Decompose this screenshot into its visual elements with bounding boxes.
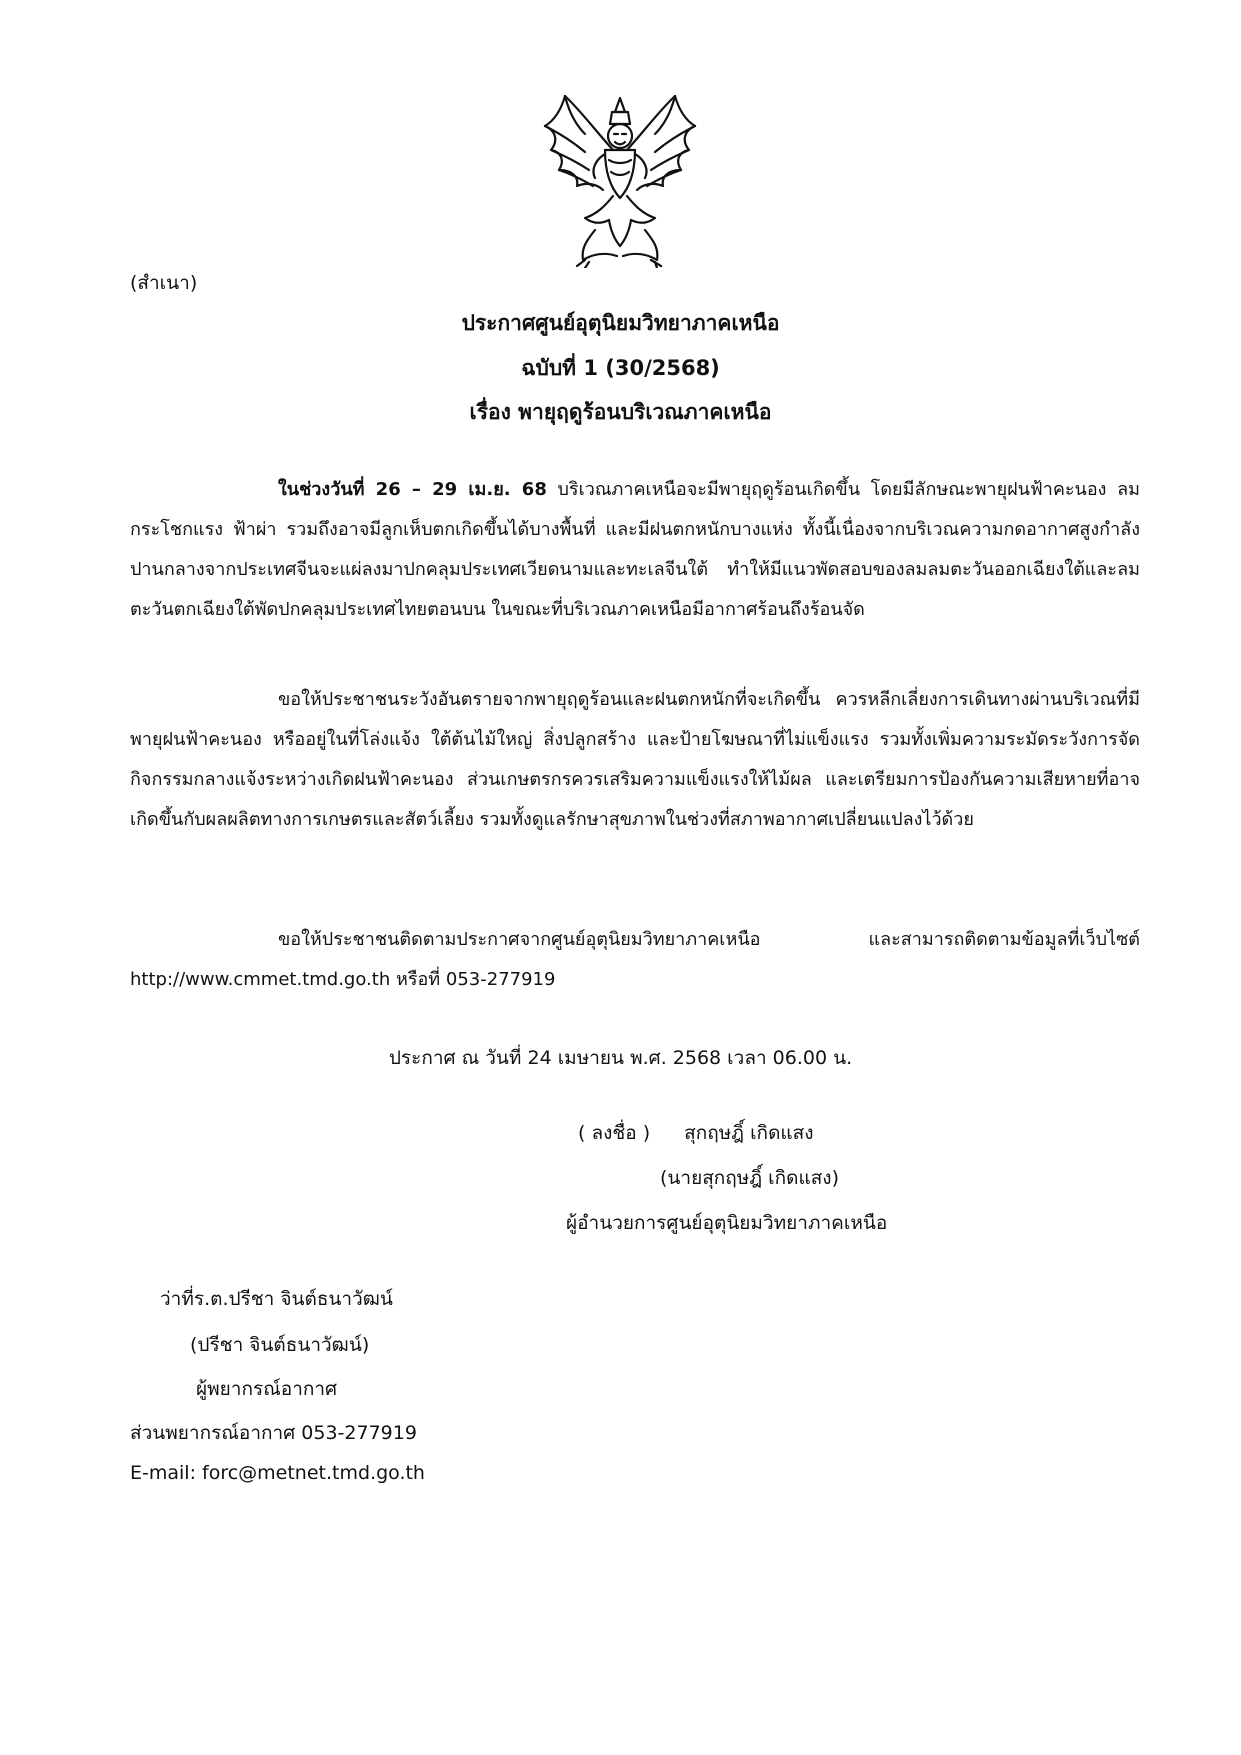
contact-email: E-mail: forc@metnet.tmd.go.th [130,1462,425,1484]
signatory-position: ผู้อำนวยการศูนย์อุตุนิยมวิทยาภาคเหนือ [566,1212,888,1234]
paragraph-follow-up: ขอให้ประชาชนติดตามประกาศจากศูนย์อุตุนิยมวิทยาภาคเหนือ และสามารถติดตามข้อมูลที่เว็บไซต์ http://www.cmmet.tmd.go.th หรือที่ 053-277919 [130,929,1140,990]
issue-number: ฉบับที่ 1 (30/2568) [521,356,720,380]
copy-mark: (สำเนา) [130,272,198,294]
signature-line [578,1118,814,1148]
document-subject: เรื่อง พายุฤดูร้อนบริเวณภาคเหนือ [469,400,772,424]
paragraph-forecast [130,470,1140,630]
signed-name: สุกฤษฎิ์ เกิดแสง [684,1122,814,1144]
signatory-printed-name: (นายสุกฤษฎิ์ เกิดแสง) [660,1167,839,1189]
forecast-division-phone: ส่วนพยากรณ์อากาศ 053-277919 [130,1422,417,1444]
forecaster-printed-name: (ปรีชา จินต์ธนาวัฒน์) [190,1334,370,1356]
announcement-date: ประกาศ ณ วันที่ 24 เมษายน พ.ศ. 2568 เวลา 06.00 น. [388,1047,853,1069]
forecast-details: บริเวณภาคเหนือจะมีพายุฤดูร้อนเกิดขึ้น โดยมีลักษณะพายุฝนฟ้าคะนอง ลมกระโชกแรง ฟ้าผ่า รวมถึงอาจมีลูกเห็บตกเกิดขึ้นได้บางพื้นที่ และมีฝนตกหนักบางแห่ง ทั้งนี้เนื่องจากบริเวณความกดอากาศสูงกำลังปานกลางจากประเทศจีนจะแผ่ลงมาปกคลุมประเทศเวียดนามและทะเลจีนใต้ ทำให้มีแนวพัดสอบของลมลมตะวันออกเฉียงใต้และลมตะวันตกเฉียงใต้พัดปกคลุมประเทศไทยตอนบน ในขณะที่บริเวณภาคเหนือมีอากาศร้อนถึงร้อนจัด [130,479,1140,620]
paragraph-warning: ขอให้ประชาชนระวังอันตรายจากพายุฤดูร้อนและฝนตกหนักที่จะเกิดขึ้น ควรหลีกเลี่ยงการเดินทางผ่านบริเวณที่มีพายุฝนฟ้าคะนอง หรืออยู่ในที่โล่งแจ้ง ใต้ต้นไม้ใหญ่ สิ่งปลูกสร้าง และป้ายโฆษณาที่ไม่แข็งแรง รวมทั้งเพิ่มความระมัดระวังการจัดกิจกรรมกลางแจ้งระหว่างเกิดฝนฟ้าคะนอง ส่วนเกษตรกรควรเสริมความแข็งแรงให้ไม้ผล และเตรียมการป้องกันความเสียหายที่อาจเกิดขึ้นกับผลผลิตทางการเกษตรและสัตว์เลี้ยง รวมทั้งดูแลรักษาสุขภาพในช่วงที่สภาพอากาศเปลี่ยนแปลงไว้ด้วย [130,689,1140,830]
signed-label: ( ลงชื่อ ) [578,1122,651,1144]
forecast-period: ในช่วงวันที่ 26 – 29 เม.ย. 68 [278,479,547,500]
forecaster-name: ว่าที่ร.ต.ปรีชา จินต์ธนาวัฒน์ [160,1288,393,1310]
garuda-emblem-icon [525,90,715,268]
document-title: ประกาศศูนย์อุตุนิยมวิทยาภาคเหนือ [461,311,780,335]
forecaster-role: ผู้พยากรณ์อากาศ [196,1378,338,1400]
